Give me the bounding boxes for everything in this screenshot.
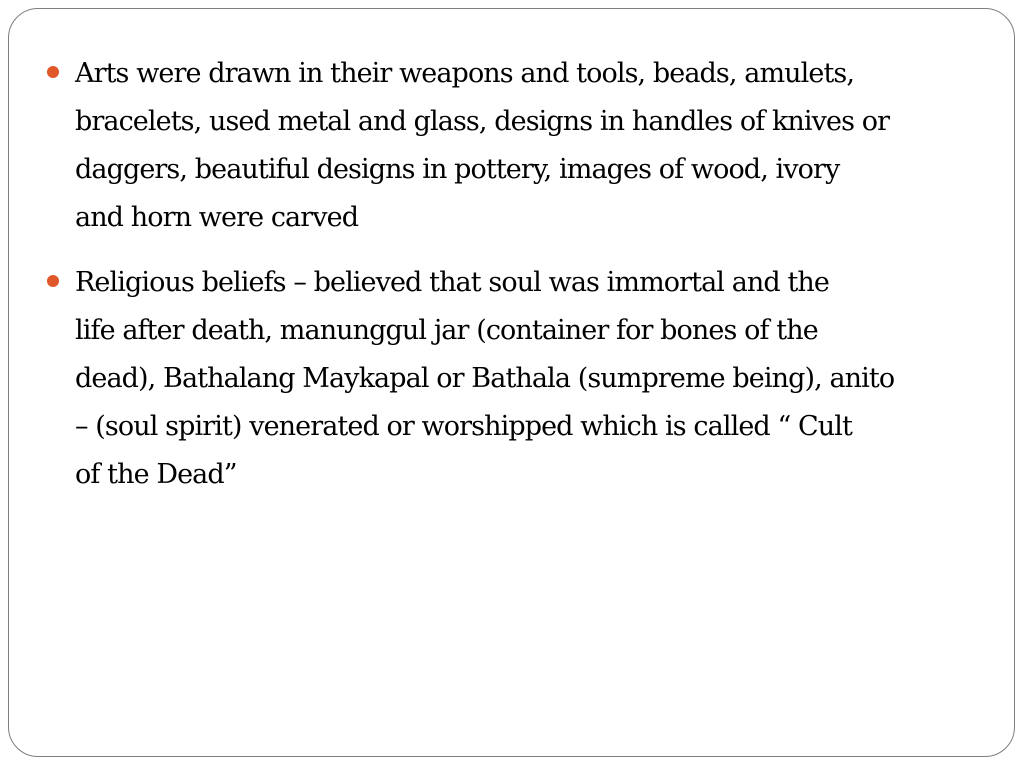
bullet-line: Arts were drawn in their weapons and tools, beads, amulets, — [75, 58, 855, 89]
bullet-line: bracelets, used metal and glass, designs in handles of knives or — [75, 106, 890, 137]
bullet-line: Religious beliefs – believed that soul was immortal and the — [75, 267, 829, 298]
bullet-line: dead), Bathalang Maykapal or Bathala (sumpreme being), anito — [75, 363, 895, 394]
bullet-line: – (soul spirit) venerated or worshipped which is called “ Cult — [75, 411, 852, 442]
bullet-line: daggers, beautiful designs in pottery, images of wood, ivory — [75, 154, 840, 185]
bullet-list — [45, 50, 975, 499]
bullet-item-religious-beliefs — [45, 259, 975, 499]
bullet-dot-icon — [47, 66, 59, 78]
bullet-line: and horn were carved — [75, 202, 359, 233]
slide-frame — [8, 8, 1015, 757]
bullet-line: of the Dead” — [75, 459, 237, 490]
bullet-line: life after death, manunggul jar (container for bones of the — [75, 315, 818, 346]
bullet-item-arts — [45, 50, 975, 242]
bullet-dot-icon — [47, 275, 59, 287]
